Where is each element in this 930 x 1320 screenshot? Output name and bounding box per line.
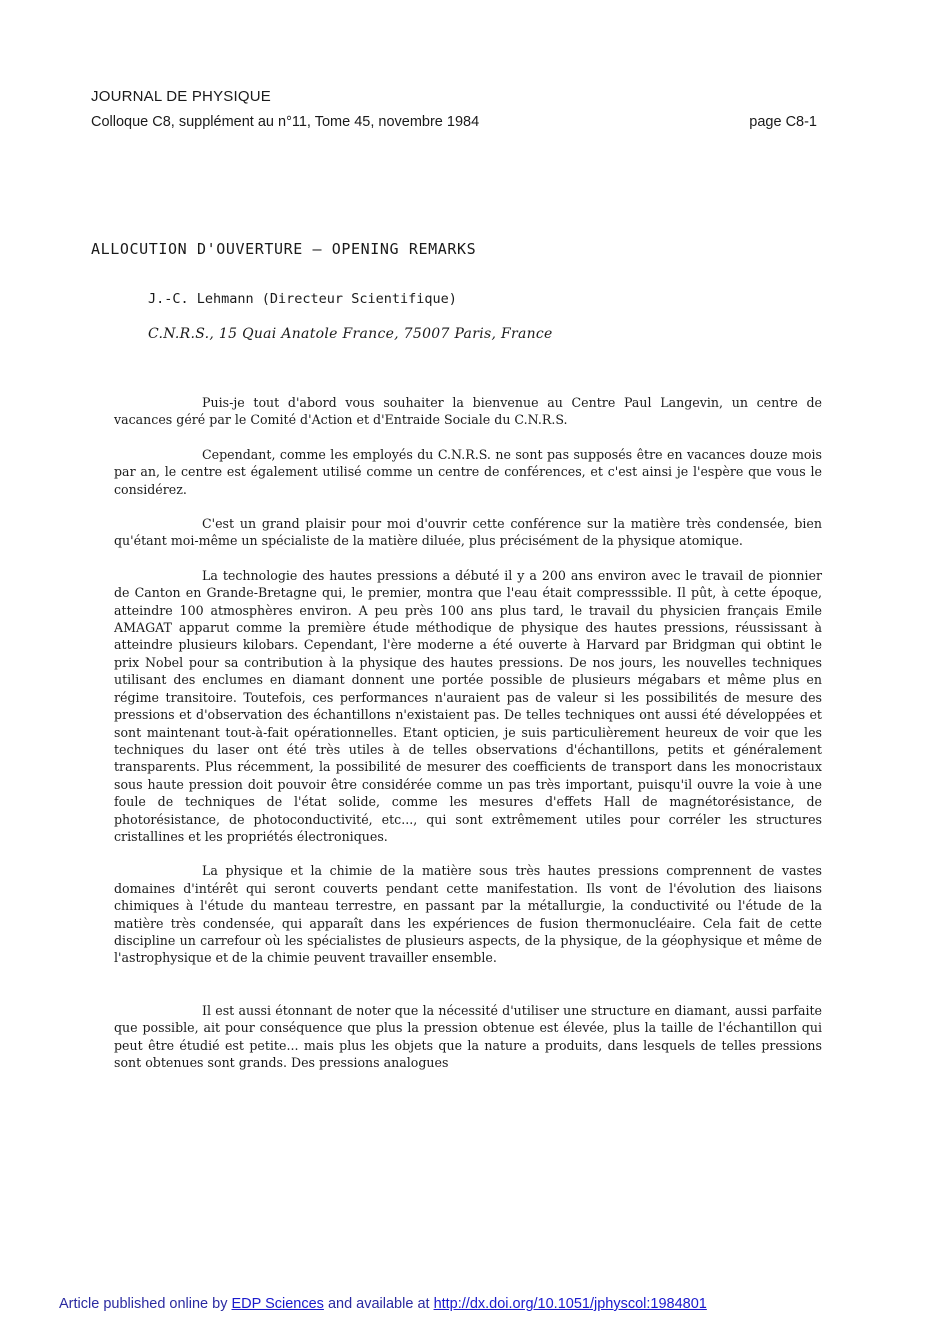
footer-prefix: Article published online by <box>59 1296 228 1312</box>
journal-name: JOURNAL DE PHYSIQUE <box>91 88 271 105</box>
paragraph-1: Puis-je tout d'abord vous souhaiter la bienvenue au Centre Paul Langevin, un centre de vacances géré par le Comité d'Action et d'Entraide Sociale du C.N.R.S. <box>114 395 822 428</box>
article-title: ALLOCUTION D'OUVERTURE — OPENING REMARKS <box>91 240 477 258</box>
paragraph-6: Il est aussi étonnant de noter que la nécessité d'utiliser une structure en diamant, aussi parfaite que possible, ait pour conséquence que plus la pression obtenue est élevée, plus la taille de l'échantillon qui peut être étudié est petite... mais plus les objets que la nature a produits, dans lesquels de telles pressions sont obtenues sont grands. Des pressions analogues <box>114 1002 822 1070</box>
affiliation-line: C.N.R.S., 15 Quai Anatole France, 75007 Paris, France <box>148 326 553 342</box>
doi-link[interactable]: http://dx.doi.org/10.1051/jphyscol:1984801 <box>433 1296 707 1312</box>
colloque-info: Colloque C8, supplément au n°11, Tome 45, novembre 1984 <box>91 114 480 130</box>
paragraph-5: La physique et la chimie de la matière sous très hautes pressions comprennent de vastes domaines d'intérêt qui seront couverts pendant cette manifestation. Ils vont de l'évolution des liaisons chimiques à l'étude du manteau terrestre, en passant par la métallurgie, la conductivité ou l'étude de la matière très condensée, qui apparaît dans les expériences de fusion thermonucléaire. Cela fait de cette discipline un carrefour où les spécialistes de plusieurs aspects, de la physique, de la géophysique et même de l'astrophysique et de la chimie peuvent travailler ensemble. <box>114 863 822 966</box>
footer-middle: and available at <box>327 1296 430 1312</box>
paragraph-3: C'est un grand plaisir pour moi d'ouvrir cette conférence sur la matière très condensée, bien qu'étant moi-même un spécialiste de la matière diluée, plus précisément de la physique atomique. <box>114 516 822 549</box>
author-line: J.-C. Lehmann (Directeur Scientifique) <box>148 291 457 307</box>
publisher-link[interactable]: EDP Sciences <box>231 1296 324 1312</box>
article-body <box>114 394 822 1088</box>
publication-footer <box>59 1296 707 1312</box>
paragraph-4: La technologie des hautes pressions a débuté il y a 200 ans environ avec le travail de pionnier de Canton en Grande-Bretagne qui, le premier, montra que l'eau était compresssible. Il pût, à cette époque, atteindre 100 atmosphères environ. A peu près 100 ans plus tard, le travail du physicien français Emile AMAGAT apparut comme la première étude méthodique de physique des hautes pressions, réussissant à atteindre plusieurs kilobars. Cependant, l'ère moderne a été ouverte à Harvard par Bridgman qui obtint le prix Nobel pour sa contribution à la physique des hautes pressions. De nos jours, les nouvelles techniques utilisant des enclumes en diamant donnent une portée possible de plusieurs mégabars et même plus en régime transitoire. Toutefois, ces performances n'auraient pas de valeur si les possibilités de mesure des pressions et d'observation des échantillons n'existaient pas. De telles techniques ont aussi été développées et sont maintenant tout-à-fait opérationnelles. Etant opticien, je suis particulièrement heureux de voir que les techniques du laser ont été très utiles à de telles observations d'échantillons, petits et généralement transparents. Plus récemment, la possibilité de mesurer des coefficients de transport dans les monocristaux sous haute pression doit pouvoir être considérée comme un pas très important, puisqu'il ouvre la voie à une foule de techniques de l'état solide, comme les mesures d'effets Hall de magnétorésistance, de photorésistance, de photoconductivité, etc..., qui sont extrêmement utiles pour corréler les structures cristallines et les propriétés électroniques. <box>114 567 822 844</box>
paragraph-2: Cependant, comme les employés du C.N.R.S. ne sont pas supposés être en vacances douze mois par an, le centre est également utilisé comme un centre de conférences, et c'est ainsi je l'espère que vous le considérez. <box>114 446 822 497</box>
page-number: page C8-1 <box>749 114 817 130</box>
